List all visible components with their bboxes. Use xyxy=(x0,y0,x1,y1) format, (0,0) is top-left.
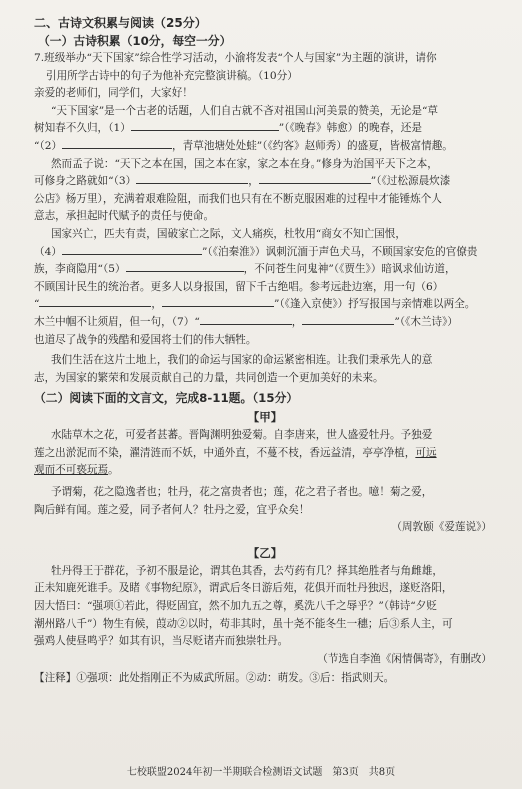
para-3-line-6: 木兰中帼不让须眉，但一句，（7）“ ， ”（《木兰诗》） xyxy=(34,315,459,328)
passage-yi xyxy=(34,543,496,669)
para-2-line-1: 然而孟子说：“天下之本在国，国之本在家，家之本在身。”修身为治国平天下之本， xyxy=(50,157,438,170)
jia-line-1: 水陆草木之花，可爱者甚蕃。晋陶渊明独爱菊。自李唐来，世人盛爱牡丹。予独爱 xyxy=(50,429,433,442)
para-3-line-3: 族，李商隐用“（5） ，不问苍生问鬼神”（《贾生》）暗讽求仙访道， xyxy=(34,263,456,276)
jia-line-3: 观而不可亵玩焉。 xyxy=(34,464,119,477)
annotation-notes: 【注释】①强项：此处指刚正不为威武所屈。②动：萌发。③后：指武则天。 xyxy=(34,672,395,685)
yi-line-1: 牡丹得王于群花，予初不服是论，谓其色其香，去芍药有几？择其绝胜者与角雌雄， xyxy=(50,564,443,577)
para-2-line-3: 公店》杨万里），充满着艰难险阻，而我们也只有在不断克服困难的过程中才能锤炼个人 xyxy=(34,192,442,205)
para-2-line-4: 意志，承担起时代赋予的责任与使命。 xyxy=(34,210,215,223)
jia-line-4: 予谓菊，花之隐逸者也；牡丹，花之富贵者也；莲，花之君子者也。噫！菊之爱， xyxy=(50,486,433,499)
jia-source: （周敦颐《爱莲说》） xyxy=(391,521,492,534)
subsection-title-classical: （二）阅读下面的文言文，完成8-11题。（15分） xyxy=(34,391,299,406)
answer-blank-6a[interactable] xyxy=(39,296,151,307)
passage-jia xyxy=(34,407,496,537)
jia-line-5: 陶后鲜有闻。莲之爱，同予者何人？牡丹之爱，宜乎众矣！ xyxy=(34,503,310,516)
question-7 xyxy=(34,50,496,387)
jia-line-2: 莲之出淤泥而不染，濯清涟而不妖，中通外直，不蔓不枝，香远益清，亭亭净植，可远 xyxy=(34,446,437,459)
answer-blank-5[interactable] xyxy=(126,261,244,272)
underlined-sentence: 可远 xyxy=(415,446,437,459)
para-3-line-1: 国家兴亡，匹夫有责，国破家亡之际，文人痛疾，杜牧用“商女不知亡国恨， xyxy=(50,227,406,240)
yi-line-3: 因大悟曰：“强项①若此，得贬固宜，然不加九五之尊，奚洗八千之辱乎？”（韩诗“夕贬 xyxy=(34,600,437,613)
page-footer: 七校联盟2024年初一半期联合检测语文试题 第3页 共8页 xyxy=(126,767,396,778)
yi-line-5: 强鸡人使昼鸣乎？如其有识，当尽贬诸卉而独崇牡丹。 xyxy=(34,635,289,648)
answer-blank-7b[interactable] xyxy=(302,314,394,325)
question-number: 7. xyxy=(34,52,45,64)
answer-blank-7a[interactable] xyxy=(200,314,292,325)
para-1-line-1: “天下国家”是一个古老的话题，人们自古就不吝对祖国山河美景的赞美，无论是“草 xyxy=(50,104,438,117)
answer-blank-2[interactable] xyxy=(62,138,172,149)
answer-blank-3b[interactable] xyxy=(259,173,371,184)
para-1-line-2: 树知春不久归，（1） ”（《晚春》韩愈）的晚春，还是 xyxy=(34,122,422,135)
passage-label-yi: 【乙】 xyxy=(247,545,283,560)
para-1-line-3: “（2） ，青草池塘处处蛙”（《约客》赵师秀）的盛夏，皆极富情趣。 xyxy=(34,139,453,152)
yi-line-4: 潮州路八千”）物生有候，葭动②以时，苟非其时，虽十尧不能冬生一穗；后③系人主，可 xyxy=(34,617,453,630)
answer-blank-6b[interactable] xyxy=(162,296,274,307)
subsection-title-poetry: （一）古诗积累（10分，每空一分） xyxy=(38,34,232,48)
underlined-sentence-cont: 观而不可亵玩焉 xyxy=(34,464,109,477)
para-4-line-2: 志，为国家的繁荣和发展贡献自己的力量，共同创造一个更加美好的未来。 xyxy=(34,371,384,384)
para-3-line-7: 也道尽了战争的残酷和爱国将士们的伟大牺牲。 xyxy=(34,333,257,346)
answer-blank-4[interactable] xyxy=(62,244,202,255)
question-text: 班级举办“天下国家”综合性学习活动，小渝将发表“个人与国家”为主题的演讲，请你 xyxy=(44,52,437,64)
passage-label-jia: 【甲】 xyxy=(247,410,283,425)
yi-line-2: 正未知鹿死谁手。及睹《事物纪原》，谓武后冬日游后苑，花俱开而牡丹独迟，遂贬洛阳， xyxy=(34,582,453,595)
answer-blank-1[interactable] xyxy=(131,120,279,131)
para-3-line-5: “ ， ”（《逢入京使》）抒写报国与亲情难以两全。 xyxy=(34,298,476,311)
yi-source: （节选自李渔《闲情偶寄》，有删改） xyxy=(317,652,492,665)
para-2-line-2: 可修身之路就如“（3） ， ”（《过松源晨炊漆 xyxy=(34,175,451,188)
para-3-line-2: （4） ”（《泊秦淮》）讽刺沉湎于声色犬马，不顾国家安危的官僚贵 xyxy=(34,245,478,258)
answer-blank-3a[interactable] xyxy=(136,173,248,184)
question-text-2: 引用所学古诗中的句子为他补充完整演讲稿。（10分） xyxy=(46,69,298,82)
para-3-line-4: 不顾国计民生的统治者。更多人以身报国，留下千古绝唱。参考远赴边塞，用一句（6） xyxy=(34,280,444,293)
para-4-line-1: 我们生活在这片土地上，我们的命运与国家的命运紧密相连。让我们秉承先人的意 xyxy=(50,354,433,367)
greeting: 亲爱的老师们，同学们，大家好！ xyxy=(34,87,193,100)
section-title: 二、古诗文积累与阅读（25分） xyxy=(34,16,207,30)
